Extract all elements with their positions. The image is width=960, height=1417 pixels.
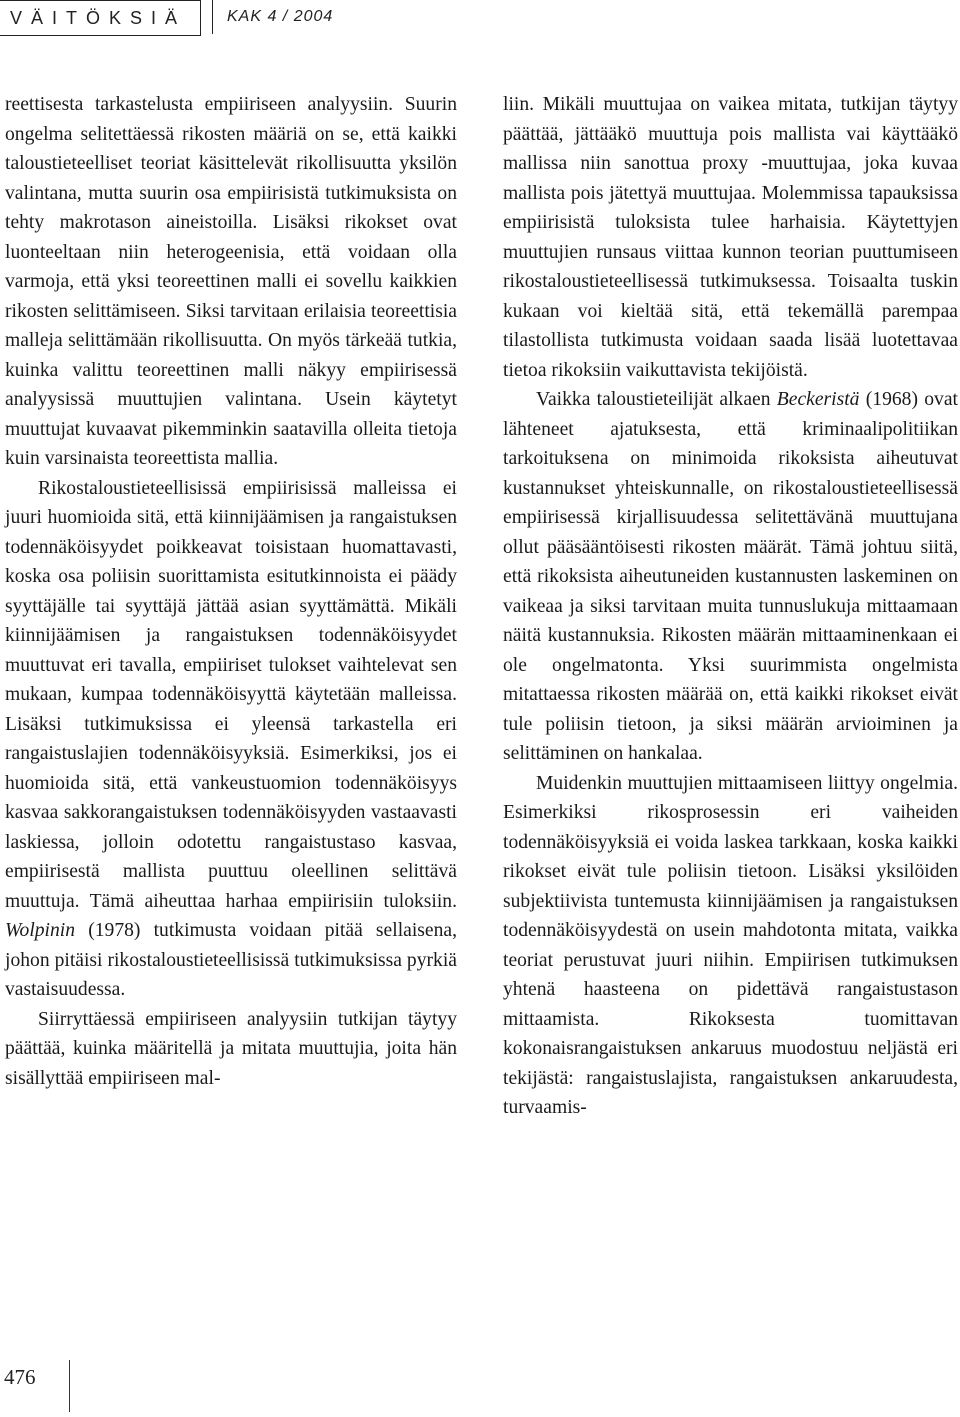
citation-wolpin: Wolpinin <box>5 920 76 941</box>
right-paragraph-2-text-b: (1968) ovat lähteneet ajatuksesta, että kriminaalipolitiikan tarkoituksena on minimoida rikoksista aiheutuvat kustannukset yhteiskunnalle, on rikostaloustieteellisessä empiirisessä kirjallisuudessa selitettävänä muuttujana ollut pääsääntöisesti rikosten määrät. Tämä johtuu siitä, että rikoksista aiheutuneiden kustannusten laskeminen on vaikeaa ja siksi tarvitaan muita tunnuslukuja mittaamaan näitä kustannuksia. Rikosten määrän mittaaminenkaan ei ole ongelmatonta. Yksi suurimmista ongelmista mitattaessa rikosten määrää on, että kaikki rikokset eivät tule poliisin tietoon, ja siksi määrän arvioiminen ja selittäminen on hankalaa. <box>503 389 958 764</box>
citation-becker: Beckeristä <box>776 389 860 410</box>
right-paragraph-1: liin. Mikäli muuttujaa on vaikea mitata, tutkijan täytyy päättää, jättääkö muuttuja pois mallista vai käyttääkö mallissa niin sanottua proxy -muuttujaa, joka kuvaa mallista pois jätettyä muuttujaa. Molemmissa tapauksissa empiirisistä tuloksista tulee harhaisia. Käytettyjen muuttujien runsaus viittaa kunnon teorian puuttumiseen rikostaloustieteellisessä tutkimuksessa. Toisaalta tuskin kukaan voi kieltää sitä, että tekemällä parempaa tilastollista tutkimusta voidaan saada lisää luotettavaa tietoa rikoksiin vaikuttavista tekijöistä. <box>503 94 958 381</box>
page-number: 476 <box>4 1365 36 1389</box>
left-paragraph-3: Siirryttäessä empiiriseen analyysiin tutkijan täytyy päättää, kuinka määritellä ja mitata muuttujia, joita hän sisällyttää empiiriseen mal- <box>5 1008 457 1089</box>
left-paragraph-2-text-a: Rikostaloustieteellisissä empiirisissä malleissa ei juuri huomioida sitä, että kiinnijäämisen ja rangaistuksen todennäköisyydet poikkeavat toisistaan huomattavasti, koska osa poliisin suorittamista esitutkinnoista ei päädy syyttäjälle tai syyttäjä jättää asian syyttämättä. Mikäli kiinnijäämisen ja rangaistuksen todennäköisyydet muuttuvat eri tavalla, empiiriset tulokset vaihtelevat sen mukaan, kumpaa todennäköisyyttä käytetään malleissa. Lisäksi tutkimuksissa ei yleensä tarkastella eri rangaistuslajien todennäköisyyksiä. Esimerkiksi, jos ei huomioida sitä, että vankeustuomion todennäköisyys kasvaa sakkorangaistuksen todennäköisyyden vastaavasti laskiessa, jolloin odotettu rangaistustaso kasvaa, empiirisestä mallista puuttuu oleellinen selittävä muuttuja. Tämä aiheuttaa harhaa empiirisiin tuloksiin. <box>5 477 457 912</box>
left-text-column <box>5 90 457 1093</box>
right-paragraph-3: Muidenkin muuttujien mittaamiseen liittyy ongelmia. Esimerkiksi rikosprosessin eri vaiheiden todennäköisyyksiä ei voida laskea tarkkaan, koska kaikki rikokset eivät tule poliisin tietoon. Lisäksi yksilöiden subjektiivista tuntemusta kiinnijäämisen ja rangaistuksen todennäköisyydestä on usein mahdotonta mitata, vaikka teoriat perustuvat juuri niihin. Empiirisen tutkimuksen yhtenä haasteena on pidettävä rangaistustason mittaamista. Rikoksesta tuomittavan kokonaisrangaistuksen ankaruus muodostuu neljästä eri tekijästä: rangaistuslajista, rangaistuksen ankaruudesta, turvaamis- <box>503 772 958 1118</box>
right-paragraph-2-text-a: Vaikka taloustieteilijät alkaen <box>536 389 777 410</box>
footer-divider <box>69 1360 70 1412</box>
right-paragraph-2 <box>503 385 958 769</box>
left-paragraph-2 <box>5 474 457 1005</box>
running-header <box>0 0 960 40</box>
left-paragraph-1: reettisesta tarkastelusta empiiriseen analyysiin. Suurin ongelma selitettäessä rikosten määriä on se, että kaikki taloustieteelliset teoriat käsittelevät rikollisuutta yksilön valintana, mutta suurin osa empiirisistä tutkimuksista on tehty makrotason aineistoilla. Lisäksi rikokset ovat luonteeltaan niin heterogeenisia, että voidaan olla varmoja, että yksi teoreettinen malli ei sovellu kaikkien rikosten selittämiseen. Siksi tarvitaan erilaisia teoreettisia malleja selittämään rikollisuutta. On myös tärkeää tutkia, kuinka valittu teoreettinen malli näkyy empiirisessä analyysissä muuttujien valintana. Usein käytetyt muuttujat kuvaavat pikemminkin saatavilla olleita tietoja kuin varsinaista teoreettista mallia. <box>5 94 457 469</box>
section-title: VÄITÖKSIÄ <box>0 0 201 36</box>
journal-issue: KAK 4 / 2004 <box>212 0 333 34</box>
right-text-column <box>503 90 958 1123</box>
left-paragraph-2-text-b: (1978) tutkimusta voidaan pitää sellaisena, johon pitäisi rikostaloustieteellisissä tutkimuksissa pyrkiä vastaisuudessa. <box>5 920 457 1000</box>
